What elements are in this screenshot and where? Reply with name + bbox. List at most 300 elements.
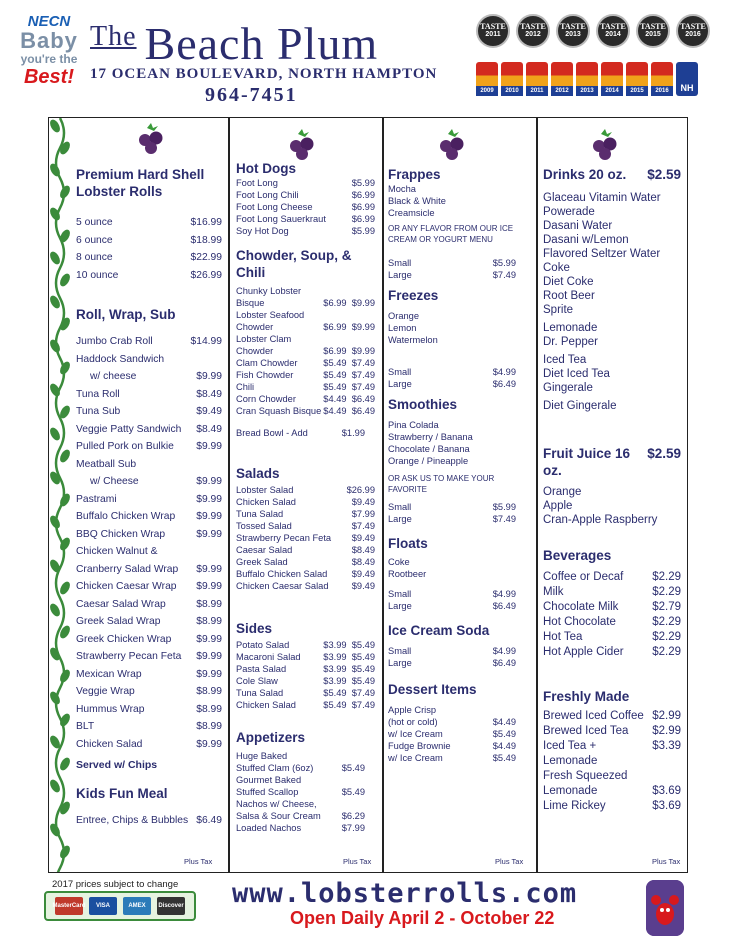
menu-item: Diet Gingerale (543, 400, 617, 412)
frappe-note: OR ANY FLAVOR FROM OUR ICE CREAM OR YOGURT MENU (388, 224, 514, 244)
menu-item (543, 570, 681, 585)
menu-item: Watermelon (388, 335, 438, 345)
item-name: Small (388, 502, 412, 512)
salad-list (236, 484, 375, 592)
menu-item (543, 630, 681, 645)
item-name: Greek Salad Wrap (76, 616, 161, 627)
menu-item: Coke (388, 557, 410, 567)
section-title-lobster-rolls: Premium Hard Shell Lobster Rolls (76, 167, 205, 199)
title-main: Beach Plum (144, 18, 379, 69)
menu-item (76, 561, 222, 579)
section-title-sides: Sides (236, 621, 273, 636)
menu-item (76, 403, 222, 421)
menu-item (236, 639, 375, 651)
item-price: $6.49 (492, 601, 516, 611)
item-name: Chocolate Milk (543, 601, 619, 613)
item-name: Hot Tea (543, 631, 583, 643)
item-name: Hummus Wrap (76, 703, 145, 715)
freeze-list (388, 310, 528, 346)
item-price: $4.99 (492, 589, 516, 599)
item-name: BBQ Chicken Wrap (76, 528, 166, 540)
menu-item (236, 786, 375, 798)
award-year: 2012 (525, 31, 541, 38)
item-name: Iced Tea + Lemonade (543, 740, 598, 767)
item-name: Chicken Caesar Wrap (76, 581, 177, 592)
item-price: $5.49 $7.49 (323, 700, 375, 710)
menu-item (543, 645, 681, 660)
menu-item: Lemon (388, 323, 417, 333)
menu-item (236, 369, 375, 381)
section-title-chowder: Chowder, Soup, & Chili (236, 248, 352, 280)
item-price: $9.99 (196, 651, 222, 662)
menu-item (236, 568, 375, 580)
item-name: Gourmet Baked (236, 775, 302, 785)
item-price: $3.99 $5.49 (323, 640, 375, 650)
item-name: Salsa & Sour Cream (236, 811, 321, 821)
item-name: 6 ounce (76, 234, 113, 246)
menu-item (543, 769, 681, 784)
menu-item (236, 651, 375, 663)
item-name: Tuna Salad (236, 509, 284, 519)
menu-item (76, 543, 222, 561)
award-label: TASTE (600, 22, 626, 31)
item-price: $3.99 $5.49 (323, 676, 375, 686)
price-disclaimer: 2017 prices subject to change (52, 879, 179, 890)
menu-item (76, 666, 222, 684)
menu-item (76, 683, 222, 701)
column-divider (536, 117, 538, 873)
section-title-ice-cream-soda: Ice Cream Soda (388, 623, 490, 638)
menu-item (236, 580, 375, 592)
smoothie-note: OR ASK US TO MAKE YOUR FAVORITE (388, 474, 495, 494)
item-price: $9.99 (196, 511, 222, 522)
item-name: Chowder (236, 322, 274, 332)
menu-item (76, 232, 222, 250)
item-price: $9.99 (196, 668, 222, 680)
menu-item: Root Beer (543, 290, 595, 302)
vine-leaf (58, 844, 71, 860)
vine-leaf (58, 580, 71, 596)
menu-item (236, 798, 375, 810)
item-price: $26.99 (190, 269, 222, 281)
menu-item: Strawberry / Banana (388, 432, 473, 442)
menu-item (76, 578, 222, 596)
menu-item: Rootbeer (388, 569, 427, 579)
menu-item (236, 496, 375, 508)
item-name: Brewed Iced Coffee (543, 710, 644, 722)
item-name: Veggie Patty Sandwich (76, 423, 182, 435)
taste-award-badge (676, 14, 710, 48)
phone: 964-7451 (205, 84, 298, 106)
bread-bowl: Bread Bowl - Add $1.99 (236, 428, 365, 438)
menu-item: Coke (543, 262, 570, 274)
item-name: Foot Long Cheese (236, 202, 313, 212)
menu-item (76, 368, 222, 386)
title-the: The (90, 21, 137, 52)
website-link[interactable]: www.lobsterrolls.com (232, 878, 578, 909)
menu-item (388, 728, 528, 740)
item-name: Soy Hot Dog (236, 226, 289, 236)
item-price: $9.49 (351, 581, 375, 591)
item-price: $2.29 (652, 646, 681, 658)
item-name: Coffee or Decaf (543, 571, 624, 583)
drinks-list (543, 191, 681, 317)
section-title-fruit-juice: Fruit Juice 16 oz. $2.59 (543, 446, 681, 478)
vine-leaf (49, 690, 62, 706)
item-price: $5.99 (351, 178, 375, 188)
credit-card-icon: AMEX (123, 897, 151, 915)
item-name: Small (388, 258, 412, 268)
best-award-badge: 2015 (626, 62, 648, 96)
menu-item (388, 513, 528, 525)
item-price: $6.99 $9.99 (323, 346, 375, 356)
best-award-badge: 2009 (476, 62, 498, 96)
item-name: Lemonade (543, 785, 598, 797)
menu-item (543, 784, 681, 799)
item-name: Small (388, 367, 412, 377)
item-price: $6.49 (492, 658, 516, 668)
award-label: TASTE (640, 22, 666, 31)
menu-item (543, 600, 681, 615)
menu-item: Black & White (388, 196, 446, 206)
item-price: $8.49 (196, 388, 222, 400)
taste-award-badge (556, 14, 590, 48)
necn-badge (14, 14, 84, 88)
item-price: $9.99 (196, 493, 222, 505)
item-name: Foot Long (236, 178, 278, 188)
item-name: Tuna Sub (76, 406, 121, 417)
item-price: $2.99 (652, 710, 681, 722)
nh-award-badge: NH (676, 62, 698, 96)
menu-item (76, 491, 222, 509)
menu-item (236, 225, 375, 237)
menu-item (236, 750, 375, 762)
item-price: $7.49 (492, 514, 516, 524)
restaurant-title (90, 12, 378, 69)
column-2 (236, 160, 375, 834)
menu-item: Chocolate / Banana (388, 444, 470, 454)
item-name: Cole Slaw (236, 676, 278, 686)
item-name: Nachos w/ Cheese, (236, 799, 317, 809)
menu-item (236, 532, 375, 544)
necn-best: Best! (23, 66, 74, 88)
menu-item (236, 520, 375, 532)
item-name: Pastrami (76, 493, 117, 505)
item-name: Loaded Nachos (236, 823, 302, 833)
section-title-freshly-made: Freshly Made (543, 689, 630, 704)
menu-item: Orange (388, 311, 420, 321)
item-name: Jumbo Crab Roll (76, 336, 153, 347)
item-price: $3.69 (652, 785, 681, 797)
section-title-desserts: Dessert Items (388, 682, 477, 697)
menu-item: Entree, Chips & Bubbles $6.49 (76, 815, 222, 826)
menu-item (76, 701, 222, 719)
award-label: TASTE (520, 22, 546, 31)
vine-leaf (58, 756, 71, 772)
menu-item (236, 687, 375, 699)
menu-item: Dasani w/Lemon (543, 234, 629, 246)
menu-item (76, 421, 222, 439)
freshly-made-list (543, 709, 681, 814)
item-name: Clam Chowder (236, 358, 298, 368)
item-price: $8.49 (351, 545, 375, 555)
menu-item (388, 716, 528, 728)
item-name: w/ cheese (90, 371, 137, 382)
award-year: 2016 (685, 31, 701, 38)
item-name: Bisque (236, 298, 265, 308)
section-title-drinks: Drinks 20 oz. $2.59 (543, 167, 681, 182)
item-name: Caesar Salad Wrap (76, 598, 166, 610)
menu-item: Apple (543, 500, 573, 512)
section-title-roll-wrap-sub: Roll, Wrap, Sub (76, 307, 176, 322)
item-price: $18.99 (190, 234, 222, 246)
menu-item (388, 378, 528, 390)
item-name: Cran Squash Bisque (236, 406, 322, 416)
vine-leaf (49, 250, 62, 266)
item-name: Buffalo Chicken Wrap (76, 511, 176, 522)
item-name: Tuna Roll (76, 388, 120, 400)
menu-item (236, 201, 375, 213)
item-price: $8.99 (196, 598, 222, 610)
menu-item (76, 508, 222, 526)
menu-item (236, 699, 375, 711)
item-name: Strawberry Pecan Feta (236, 533, 332, 543)
item-price: $9.49 (351, 497, 375, 507)
menu-item (388, 588, 528, 600)
award-label: TASTE (560, 22, 586, 31)
item-name: Stuffed Scallop (236, 787, 299, 797)
item-name: w/ Ice Cream (388, 753, 443, 763)
taste-award-badge (596, 14, 630, 48)
vine-leaf (58, 272, 71, 288)
section-title-beverages: Beverages (543, 548, 612, 563)
item-name: Large (388, 270, 412, 280)
item-price: $6.49 (492, 379, 516, 389)
frappe-list (388, 183, 528, 219)
item-price: $9.49 (351, 533, 375, 543)
menu-item (388, 645, 528, 657)
menu-item: Dr. Pepper (543, 336, 598, 348)
menu-item: Powerade (543, 206, 595, 218)
menu-item: Lemonade (543, 322, 598, 334)
item-name: Lobster Seafood (236, 310, 305, 320)
item-name: Lime Rickey (543, 800, 606, 812)
menu-item (236, 774, 375, 786)
item-name: 10 ounce (76, 269, 119, 281)
vine-stem (56, 118, 64, 872)
menu-item (388, 257, 528, 269)
item-name: Chunky Lobster (236, 286, 302, 296)
necn-youre: you're the (20, 52, 78, 66)
taste-award-badge (636, 14, 670, 48)
soda-sizes (388, 645, 528, 669)
item-price: $5.49 $7.49 (323, 358, 375, 368)
best-award-badge: 2010 (501, 62, 523, 96)
credit-card-icon: VISA (89, 897, 117, 915)
menu-item (76, 333, 222, 351)
item-price: $6.29 (341, 811, 365, 821)
taste-award-badge (516, 14, 550, 48)
item-name: Chowder (236, 346, 274, 356)
menu-item (388, 600, 528, 612)
menu-item (76, 718, 222, 736)
menu-item: Creamsicle (388, 208, 435, 218)
item-price: $8.49 (196, 423, 222, 435)
menu-item (76, 526, 222, 544)
menu-item (236, 544, 375, 556)
roll-list (76, 333, 222, 753)
item-name: Hot Apple Cider (543, 646, 624, 658)
drinks-list (543, 399, 681, 413)
item-price: $2.29 (652, 631, 681, 643)
item-price: $6.99 $9.99 (323, 322, 375, 332)
item-price: $5.49 $7.49 (323, 382, 375, 392)
item-price: $8.99 (196, 703, 222, 715)
served-note: Served w/ Chips (76, 759, 158, 771)
award-label: TASTE (680, 22, 706, 31)
menu-item: Flavored Seltzer Water (543, 248, 661, 260)
menu-item (236, 762, 375, 774)
menu-item (236, 556, 375, 568)
item-name: Foot Long Chili (236, 190, 299, 200)
credit-card-icon: Discover (157, 897, 185, 915)
menu-item (543, 799, 681, 814)
vine-leaf (58, 184, 71, 200)
item-price: $3.69 (652, 800, 681, 812)
column-1 (76, 166, 222, 830)
menu-item (388, 501, 528, 513)
plus-tax: Plus Tax (343, 857, 372, 866)
section-title-salads: Salads (236, 466, 280, 481)
plum-icon (435, 128, 469, 162)
item-name: Large (388, 514, 412, 524)
item-name: Macaroni Salad (236, 652, 301, 662)
menu-item (236, 297, 375, 309)
drinks-list (543, 353, 681, 395)
item-name: Chili (236, 382, 255, 392)
menu-item (236, 321, 375, 333)
address: 17 OCEAN BOULEVARD, NORTH HAMPTON (90, 66, 438, 82)
vine-leaf (49, 602, 62, 618)
item-name: Foot Long Sauerkraut (236, 214, 326, 224)
column-3 (388, 166, 528, 764)
item-name: Haddock Sandwich (76, 353, 165, 365)
plus-tax: Plus Tax (495, 857, 524, 866)
item-name: w/ Ice Cream (388, 729, 443, 739)
plum-icon (134, 122, 168, 156)
item-price: $2.99 (652, 725, 681, 737)
item-name: Potato Salad (236, 640, 290, 650)
menu-item (76, 386, 222, 404)
item-price: $4.49 $6.49 (323, 406, 375, 416)
section-title-appetizers: Appetizers (236, 730, 306, 745)
item-price: $6.99 (351, 202, 375, 212)
menu-item (236, 675, 375, 687)
menu-item: Orange (543, 486, 582, 498)
chowder-list (236, 285, 375, 417)
item-name: Corn Chowder (236, 394, 296, 404)
menu-item (236, 213, 375, 225)
item-price: $8.99 (196, 686, 222, 697)
item-price: $8.49 (351, 557, 375, 567)
float-sizes (388, 588, 528, 612)
item-price: $2.29 (652, 586, 681, 598)
item-name: Brewed Iced Tea (543, 725, 629, 737)
frappe-sizes (388, 257, 528, 281)
vine-leaf (58, 360, 71, 376)
menu-item (388, 752, 528, 764)
menu-item (388, 366, 528, 378)
menu-item (76, 214, 222, 232)
award-year: 2014 (605, 31, 621, 38)
menu-item: Orange / Pineapple (388, 456, 469, 466)
taste-award-badge (476, 14, 510, 48)
menu-item: Glaceau Vitamin Water (543, 192, 661, 204)
item-name: Fresh Squeezed (543, 770, 628, 782)
item-price: $16.99 (190, 217, 222, 228)
menu-item (76, 648, 222, 666)
menu-item (236, 393, 375, 405)
item-name: Pulled Pork on Bulkie (76, 441, 174, 452)
item-price: $8.99 (196, 616, 222, 627)
item-name: Fish Chowder (236, 370, 294, 380)
lobster-roll-list (76, 214, 222, 284)
item-price: $26.99 (346, 485, 375, 495)
item-name: Chicken Salad (76, 738, 143, 750)
item-name: Hot Chocolate (543, 616, 616, 628)
menu-item (236, 810, 375, 822)
menu-item (236, 345, 375, 357)
item-price: $7.99 (351, 509, 375, 519)
juice-list (543, 485, 681, 527)
item-name: Milk (543, 586, 564, 598)
item-name: Tossed Salad (236, 521, 292, 531)
hotdog-list (236, 177, 375, 237)
item-name: Cranberry Salad Wrap (76, 563, 179, 575)
item-price: $3.99 $5.49 (323, 664, 375, 674)
plus-tax: Plus Tax (652, 857, 681, 866)
menu-item: Pina Colada (388, 420, 439, 430)
section-title-smoothies: Smoothies (388, 397, 458, 412)
payment-cards (44, 891, 196, 921)
item-price: $4.49 $6.49 (323, 394, 375, 404)
best-award-badge: 2012 (551, 62, 573, 96)
best-awards (476, 62, 698, 96)
item-name: Mexican Wrap (76, 668, 142, 680)
item-name: Fudge Brownie (388, 741, 451, 751)
item-price: $9.99 (196, 528, 222, 540)
menu-item: Iced Tea (543, 354, 587, 366)
item-name: (hot or cold) (388, 717, 438, 727)
item-price: $5.49 (341, 787, 365, 797)
menu-item (76, 631, 222, 649)
menu-item (236, 285, 375, 297)
item-name: Lobster Salad (236, 485, 294, 495)
drinks-list (543, 321, 681, 349)
plum-icon (285, 128, 319, 162)
menu-item (76, 438, 222, 456)
item-price: $5.99 (492, 258, 516, 268)
menu-item: Gingerale (543, 382, 593, 394)
beverage-list (543, 570, 681, 660)
item-price: $5.49 (341, 763, 365, 773)
lobster-mascot-icon (646, 880, 684, 936)
section-title-frappes: Frappes (388, 167, 441, 182)
menu-item (543, 724, 681, 739)
item-name: Large (388, 601, 412, 611)
dessert-list (388, 704, 528, 764)
menu-item (76, 456, 222, 474)
